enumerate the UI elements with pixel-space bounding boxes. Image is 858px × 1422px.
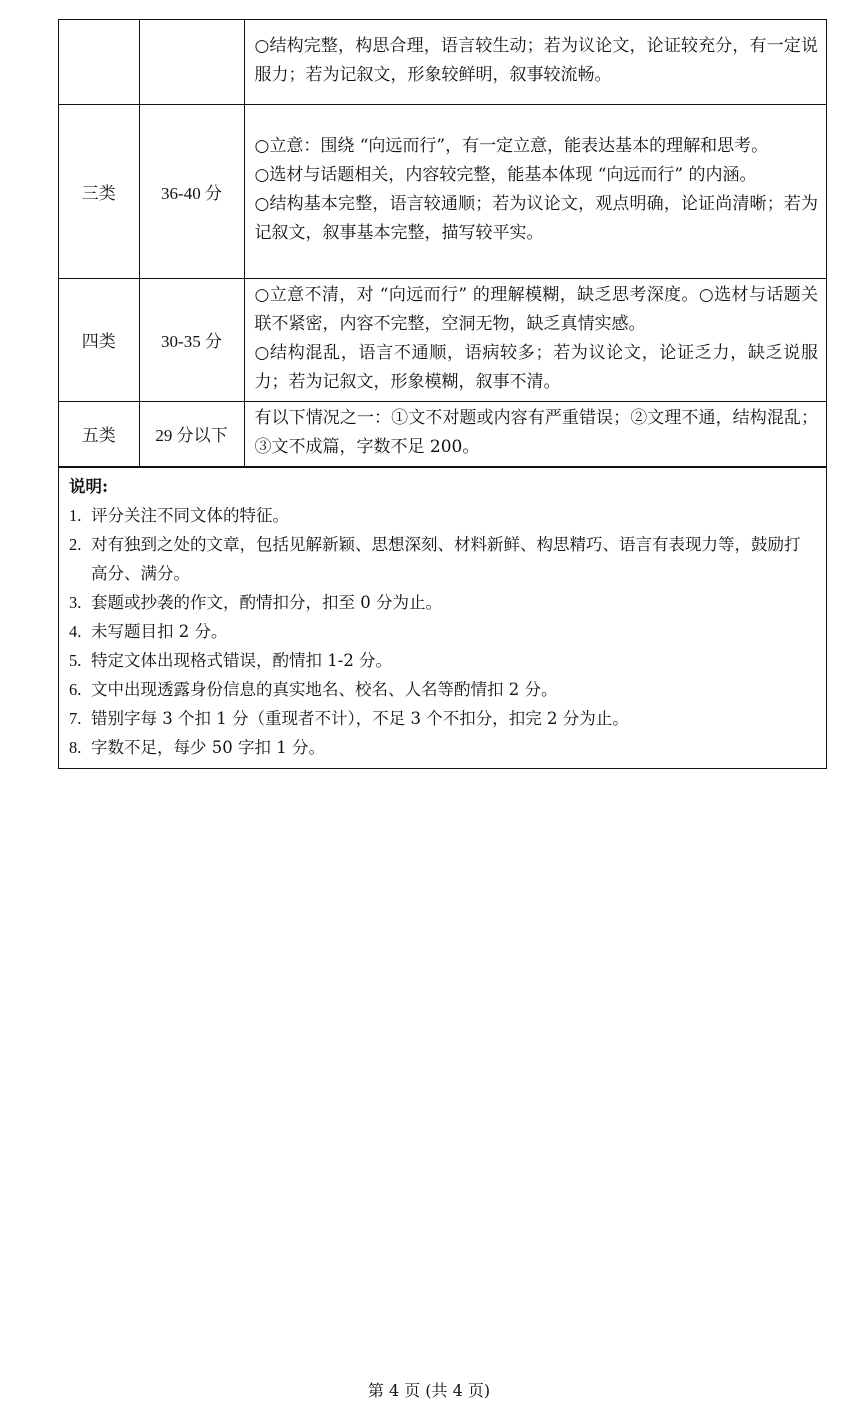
note-text: 错别字每 3 个扣 1 分（重现者不计），不足 3 个不扣分，扣完 2 分为止。 bbox=[91, 708, 629, 728]
criteria-cell bbox=[244, 104, 826, 278]
note-number: 1. bbox=[69, 505, 82, 525]
note-item bbox=[69, 646, 816, 675]
note-text: 套题或抄袭的作文，酌情扣分，扣至 0 分为止。 bbox=[91, 592, 442, 612]
note-number: 5. bbox=[69, 650, 82, 670]
criteria-cell bbox=[244, 278, 826, 401]
rubric-row bbox=[59, 20, 826, 104]
criteria-cell bbox=[244, 401, 826, 466]
note-text: 特定文体出现格式错误，酌情扣 1-2 分。 bbox=[91, 650, 393, 670]
notes-title: 说明: bbox=[69, 476, 109, 496]
note-number: 6. bbox=[69, 679, 82, 699]
note-number: 4. bbox=[69, 621, 82, 641]
note-text: 字数不足，每少 50 字扣 1 分。 bbox=[91, 737, 325, 757]
note-item bbox=[69, 733, 816, 762]
note-number: 3. bbox=[69, 592, 82, 612]
grade-cell: 三类 bbox=[59, 104, 139, 278]
page-number: 第 4 页 (共 4 页) bbox=[367, 1381, 491, 1400]
criteria-cell bbox=[244, 20, 826, 104]
note-number: 2. bbox=[69, 534, 82, 554]
criteria-item: ○立意不清，对 “向远而行” 的理解模糊，缺乏思考深度。○选材与话题关联不紧密，内容不完整，空洞无物，缺乏真情实感。 bbox=[254, 284, 818, 334]
criteria-item: ○结构完整，构思合理，语言较生动；若为议论文，论证较充分，有一定说服力；若为记叙文，形象较鲜明，叙事较流畅。 bbox=[254, 35, 818, 85]
note-item bbox=[69, 501, 816, 530]
rubric-row bbox=[59, 104, 826, 278]
notes-section bbox=[59, 467, 826, 768]
criteria-item: ○结构基本完整，语言较通顺；若为议论文，观点明确，论证尚清晰；若为记叙文，叙事基本完整，描写较平实。 bbox=[254, 194, 818, 243]
note-number: 8. bbox=[69, 737, 82, 757]
score-cell: 30-35 分 bbox=[139, 278, 244, 401]
note-text: 评分关注不同文体的特征。 bbox=[91, 505, 289, 525]
criteria-item: ○选材与话题相关，内容较完整，能基本体现 “向远而行” 的内涵。 bbox=[254, 165, 757, 185]
note-text: 对有独到之处的文章，包括见解新颖、思想深刻、材料新鲜、构思精巧、语言有表现力等，鼓励打高分、满分。 bbox=[91, 534, 801, 583]
note-text: 未写题目扣 2 分。 bbox=[91, 621, 228, 641]
grade-cell: 四类 bbox=[59, 278, 139, 401]
criteria-item: ○立意：围绕 “向远而行”，有一定立意，能表达基本的理解和思考。 bbox=[254, 136, 769, 156]
rubric-row bbox=[59, 401, 826, 466]
rubric-table bbox=[59, 20, 826, 467]
note-item bbox=[69, 530, 816, 588]
criteria-item: 有以下情况之一：①文不对题或内容有严重错误；②文理不通，结构混乱；③文不成篇，字数不足 200。 bbox=[254, 407, 818, 457]
note-number: 7. bbox=[69, 708, 82, 728]
note-item bbox=[69, 617, 816, 646]
rubric-row bbox=[59, 278, 826, 401]
score-cell: 29 分以下 bbox=[139, 401, 244, 466]
note-item bbox=[69, 588, 816, 617]
note-item bbox=[69, 704, 816, 733]
score-cell: 36-40 分 bbox=[139, 104, 244, 278]
criteria-item: ○结构混乱，语言不通顺，语病较多；若为议论文，论证乏力，缺乏说服力；若为记叙文，形象模糊，叙事不清。 bbox=[254, 342, 818, 392]
grade-cell: 五类 bbox=[59, 401, 139, 466]
score-cell bbox=[139, 20, 244, 104]
note-text: 文中出现透露身份信息的真实地名、校名、人名等酌情扣 2 分。 bbox=[91, 679, 558, 699]
scoring-rubric-sheet bbox=[58, 19, 827, 769]
grade-cell bbox=[59, 20, 139, 104]
note-item bbox=[69, 675, 816, 704]
